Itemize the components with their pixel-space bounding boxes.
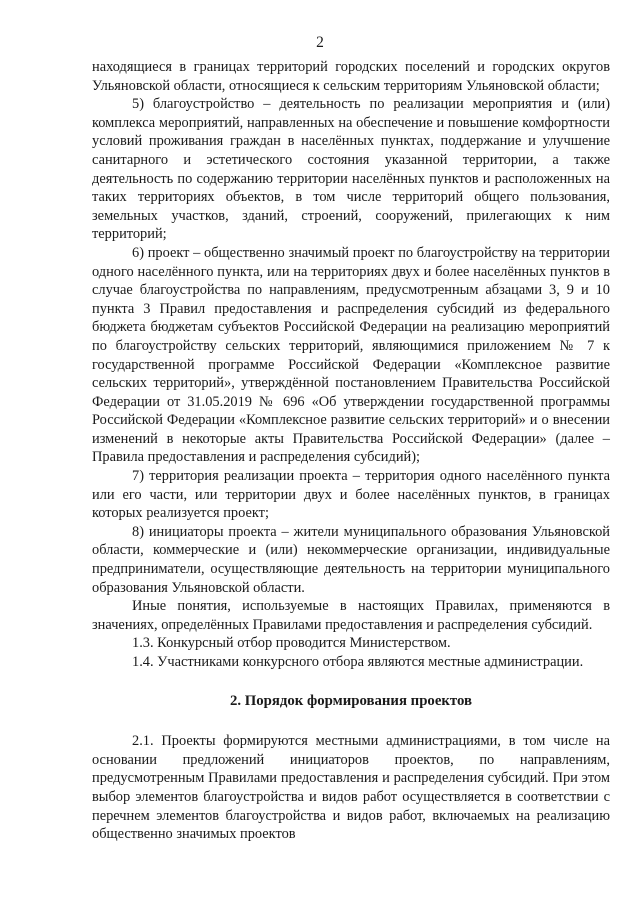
paragraph-item-7-territory: 7) территория реализации проекта – территория одного населённого пункта или его части, или территории двух и более населённых пунктов, в границах которых реализуется проект; [92, 468, 610, 522]
paragraph-item-6-project: 6) проект – общественно значимый проект по благоустройству на территории одного населённого пункта, или на территориях двух и более населённых пунктов в случае благоустройства по направлениям, предусмотренным абзацами 3, 9 и 10 пункта 3 Правил предоставления и распределения субсидий из федерального бюджета бюджетам субъектов Российской Федерации на реализацию мероприятий по благоустройству сельских территорий, являющимися приложением № 7 к государственной программе Российской Федерации «Комплексное развитие сельских территорий», утверждённой постановлением Правительства Российской Федерации от 31.05.2019 № 696 «Об утверждении государственной программы Российской Федерации «Комплексное развитие сельских территорий» и о внесении изменений в некоторые акты Правительства Российской Федерации» (далее – Правила предоставления и распределения субсидий); [92, 244, 610, 466]
paragraph-item-8-initiators: 8) инициаторы проекта – жители муниципального образования Ульяновской области, коммерческие и (или) некоммерческие организации, индивидуальные предприниматели, осуществляющие деятельность на территории муниципального образования Ульяновской области. [92, 523, 610, 596]
paragraph-2-1: 2.1. Проекты формируются местными администрациями, в том числе на основании предложений инициаторов проектов, по направлениям, предусмотренным Правилами предоставления и распределения субсидий. При этом выбор элементов благоустройства и видов работ осуществляется в соответствии с перечнем элементов благоустройства и видов работ, включаемых на реализацию общественно значимых проектов [92, 733, 610, 843]
paragraph-continuation: находящиеся в границах территорий городских поселений и городских округов Ульяновской области, относящиеся к сельским территориям Ульяновской области; [92, 59, 610, 94]
paragraph-1-3: 1.3. Конкурсный отбор проводится Министерством. [132, 635, 451, 652]
paragraph-1-4: 1.4. Участниками конкурсного отбора являются местные администрации. [132, 654, 584, 670]
section-heading: 2. Порядок формирования проектов [229, 692, 473, 709]
document-body [92, 58, 610, 844]
page-number: 2 [316, 34, 324, 51]
paragraph-other-concepts: Иные понятия, используемые в настоящих Правилах, применяются в значениях, определённых Правилами предоставления и распределения субсидий. [92, 598, 610, 633]
paragraph-item-5-landscaping: 5) благоустройство – деятельность по реализации мероприятия и (или) комплекса мероприятий, направленных на обеспечение и повышение комфортности условий проживания граждан в населённых пунктах, поддержание и улучшение санитарного и эстетического состояния указанной территории, а также деятельность по содержанию территории населённых пунктов и расположенных на таких территориях объектов, в том числе территорий общего пользования, земельных участков, зданий, строений, сооружений, прилегающих к ним территорий; [92, 96, 610, 243]
